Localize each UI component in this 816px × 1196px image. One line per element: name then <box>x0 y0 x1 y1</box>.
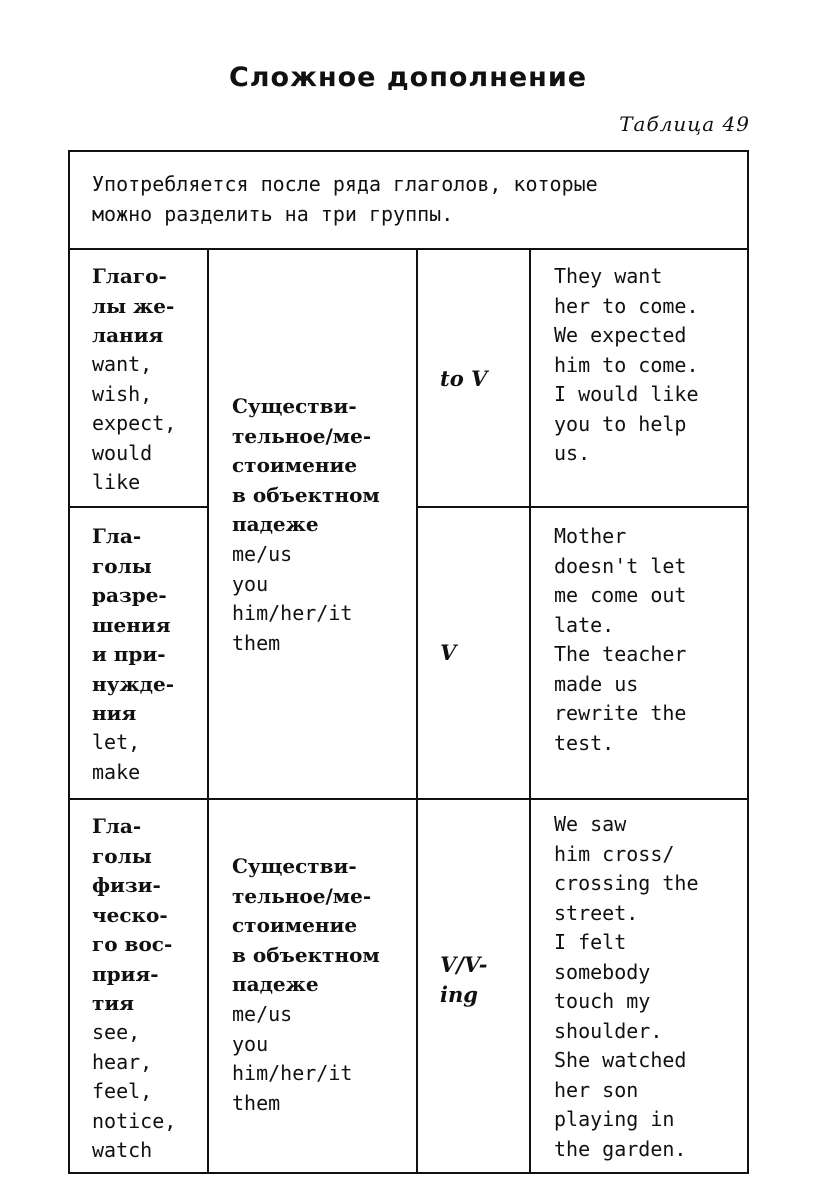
group-verbs: let, make <box>92 730 141 784</box>
object-pronouns: me/us you him/her/it them <box>232 1002 353 1115</box>
pattern-text: to V <box>440 366 488 391</box>
page-title: Сложное дополнение <box>228 62 588 93</box>
table-number-label: Таблица 49 <box>619 112 750 136</box>
object-heading: Существи- тельное/ме- стоимение в объектном падеже <box>232 394 380 536</box>
group-heading: Глаго- лы же- лания <box>92 264 175 347</box>
example-text: We saw him cross/ crossing the street. I felt somebody touch my shoulder. She watched her son playing in the garden. <box>554 812 699 1161</box>
example-text: They want her to come. We expected him to come. I would like you to help us. <box>554 264 699 465</box>
group-heading: Гла- голы разре- шения и при- нужде- ния <box>92 524 174 725</box>
object-pronouns: me/us you him/her/it them <box>232 542 353 655</box>
pattern-text: V <box>440 640 457 665</box>
example-text: Mother doesn't let me come out late. The teacher made us rewrite the test. <box>554 524 687 755</box>
group-verbs: see, hear, feel, notice, watch <box>92 1020 177 1162</box>
group-verbs: want, wish, expect, would like <box>92 352 177 494</box>
complex-object-table <box>68 150 749 1174</box>
object-heading: Существи- тельное/ме- стоимение в объектном падеже <box>232 854 380 996</box>
group-heading: Гла- голы физи- ческо- го вос- прия- тия <box>92 814 173 1015</box>
intro-text: Употребляется после ряда глаголов, которые можно разделить на три группы. <box>92 172 598 226</box>
pattern-text: V/V- ing <box>440 952 488 1007</box>
pattern-cell-permission <box>416 506 531 800</box>
